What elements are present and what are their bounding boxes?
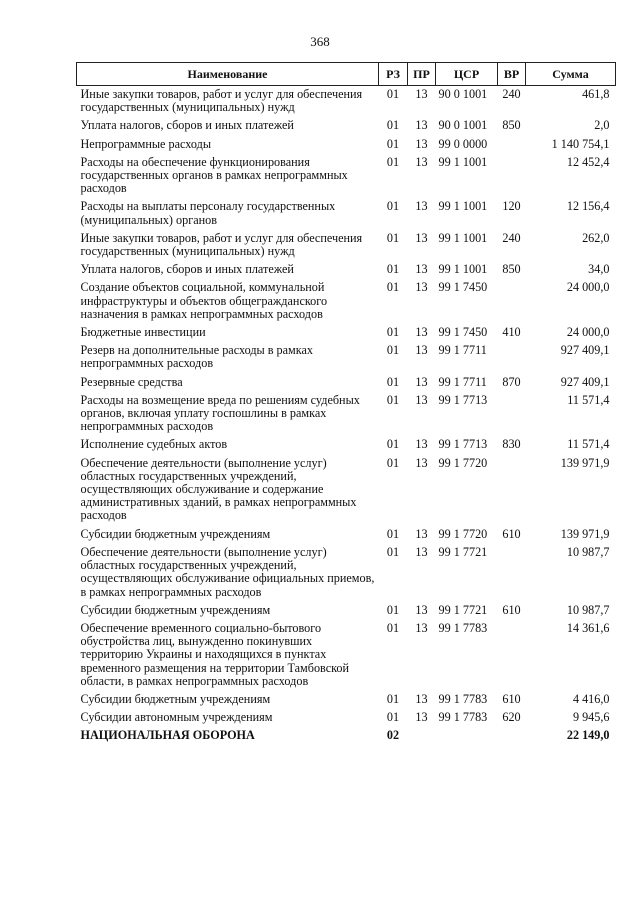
cell-rz: 01 [386,325,400,340]
cell-name: Обеспечение деятельности (выполнение услуг) областных государственных учреждений, осуществляющих обслуживание и содержание административных зданий, в рамках непрограммных расходов [80,455,357,523]
cell-vr: 120 [502,199,521,214]
cell-rz: 01 [386,455,400,470]
cell-csr: 99 1 7720 [438,455,488,470]
cell-pr: 13 [415,620,428,635]
cell-sum: 927 409,1 [560,343,610,358]
cell-vr [498,727,526,745]
cell-vr [498,154,526,199]
cell-csr: 99 1 7783 [438,691,488,706]
cell-pr: 13 [415,325,428,340]
header-csr: ЦСР [436,63,498,86]
cell-vr [498,342,526,373]
cell-csr [436,727,498,745]
table-row [77,544,616,602]
header-vr: ВР [498,63,526,86]
cell-vr: 610 [502,526,521,541]
cell-rz: 01 [386,374,400,389]
cell-rz: 01 [386,343,400,358]
table-row [77,374,616,392]
cell-csr: 99 1 1001 [438,154,488,169]
cell-sum: 24 000,0 [566,280,610,295]
header-pr: ПР [408,63,436,86]
cell-sum: 461,8 [582,87,610,101]
cell-vr: 850 [502,262,521,277]
cell-vr: 240 [502,230,521,245]
header-sum: Сумма [526,63,616,86]
budget-table [76,62,616,746]
cell-pr: 13 [415,602,428,617]
cell-name: Расходы на обеспечение функционирования государственных органов в рамках непрограммных расходов [80,154,348,196]
table-row [77,154,616,199]
table-row [77,526,616,544]
cell-name: Расходы на выплаты персоналу государственных (муниципальных) органов [80,199,336,227]
cell-vr: 240 [502,87,521,101]
cell-pr: 13 [415,691,428,706]
cell-rz: 01 [386,437,400,452]
cell-vr [498,392,526,437]
cell-pr: 13 [415,230,428,245]
cell-name: Уплата налогов, сборов и иных платежей [80,262,294,277]
cell-sum: 22 149,0 [566,728,610,743]
cell-csr: 90 0 1001 [438,87,488,101]
cell-csr: 99 1 1001 [438,199,488,214]
cell-sum: 11 571,4 [567,392,610,407]
cell-vr: 610 [502,691,521,706]
cell-sum: 2,0 [594,118,610,133]
cell-name: Непрограммные расходы [80,136,212,151]
cell-rz: 01 [386,602,400,617]
cell-name: Исполнение судебных актов [80,437,228,452]
table-row [77,602,616,620]
cell-vr [498,279,526,324]
cell-name: Субсидии автономным учреждениям [80,710,273,725]
cell-sum: 14 361,6 [566,620,610,635]
cell-csr: 99 1 7721 [438,602,488,617]
cell-csr: 99 1 7783 [438,620,488,635]
cell-csr: 99 1 7450 [438,280,488,295]
cell-sum: 12 452,4 [566,154,610,169]
cell-csr: 99 1 7713 [438,437,488,452]
cell-pr: 13 [415,437,428,452]
cell-rz: 01 [386,691,400,706]
cell-pr: 13 [415,118,428,133]
cell-pr: 13 [415,544,428,559]
cell-rz: 01 [386,154,400,169]
page-number: 368 [310,34,330,49]
cell-pr [408,727,436,745]
cell-name: Уплата налогов, сборов и иных платежей [80,118,294,133]
table-row [77,279,616,324]
table-row [77,198,616,229]
cell-vr: 850 [502,118,521,133]
cell-csr: 99 1 7711 [438,374,487,389]
cell-name: Субсидии бюджетным учреждениям [80,691,271,706]
cell-rz: 01 [386,280,400,295]
cell-csr: 90 0 1001 [438,118,488,133]
cell-sum: 1 140 754,1 [551,136,610,151]
cell-rz: 01 [386,392,400,407]
cell-name: Субсидии бюджетным учреждениям [80,526,271,541]
cell-csr: 99 1 7450 [438,325,488,340]
table-row [77,727,616,745]
table-row [77,455,616,526]
table-row [77,136,616,154]
cell-sum: 4 416,0 [572,691,610,706]
table-row [77,86,616,118]
cell-name: Резервные средства [80,374,183,389]
cell-vr: 830 [502,437,521,452]
cell-name: Создание объектов социальной, коммунальной инфраструктуры и объектов общегражданского назначения в рамках непрограммных расходов [80,280,328,321]
cell-pr: 13 [415,280,428,295]
cell-vr: 410 [502,325,521,340]
cell-vr [498,455,526,526]
cell-sum: 10 987,7 [566,544,610,559]
cell-vr [498,136,526,154]
cell-name: Расходы на возмещение вреда по решениям судебных органов, включая уплату госпошлины в рамках непрограммных расходов [80,392,360,434]
cell-pr: 13 [415,374,428,389]
cell-csr: 99 1 7713 [438,392,488,407]
cell-name: Иные закупки товаров, работ и услуг для обеспечения государственных (муниципальных) нужд [80,230,363,259]
cell-sum: 139 971,9 [560,526,610,541]
table-row [77,709,616,727]
table-header-row [77,63,616,86]
cell-rz: 01 [386,118,400,133]
cell-pr: 13 [415,343,428,358]
cell-name: Обеспечение временного социально-бытового обустройства лиц, вынужденно покинувших территорию Украины и находящихся в пунктах временного размещения на территории Тамбовской области, в рамках непрограммных расходов [80,620,350,688]
cell-pr: 13 [415,526,428,541]
cell-sum: 11 571,4 [567,437,610,452]
cell-rz: 01 [386,262,400,277]
table-row [77,691,616,709]
cell-rz: 01 [386,710,400,725]
cell-rz: 02 [386,728,400,743]
cell-vr [498,620,526,691]
cell-rz: 01 [386,620,400,635]
cell-sum: 34,0 [588,262,610,277]
cell-vr [498,544,526,602]
cell-pr: 13 [415,262,428,277]
header-name: Наименование [77,63,379,86]
cell-name: Субсидии бюджетным учреждениям [80,602,271,617]
cell-sum: 24 000,0 [566,325,610,340]
header-rz: РЗ [379,63,408,86]
table-row [77,620,616,691]
cell-vr: 610 [502,602,521,617]
cell-sum: 927 409,1 [560,374,610,389]
cell-pr: 13 [415,136,428,151]
cell-pr: 13 [415,199,428,214]
table-row [77,261,616,279]
table-row [77,436,616,454]
cell-csr: 99 1 7783 [438,710,488,725]
table-row [77,342,616,373]
cell-pr: 13 [415,455,428,470]
cell-rz: 01 [386,87,400,101]
cell-rz: 01 [386,544,400,559]
cell-csr: 99 1 1001 [438,230,488,245]
cell-pr: 13 [415,392,428,407]
cell-sum: 262,0 [582,230,610,245]
cell-vr: 620 [502,710,521,725]
cell-csr: 99 1 1001 [438,262,488,277]
table-body [77,86,616,746]
cell-rz: 01 [386,136,400,151]
cell-sum: 9 945,6 [572,710,610,725]
table-row [77,324,616,342]
cell-vr: 870 [502,374,521,389]
cell-name: НАЦИОНАЛЬНАЯ ОБОРОНА [80,728,255,743]
cell-name: Иные закупки товаров, работ и услуг для обеспечения государственных (муниципальных) нужд [80,87,363,115]
cell-csr: 99 1 7720 [438,526,488,541]
cell-name: Резерв на дополнительные расходы в рамках непрограммных расходов [80,343,314,371]
cell-rz: 01 [386,526,400,541]
table-row [77,230,616,261]
cell-name: Бюджетные инвестиции [80,325,206,340]
cell-sum: 10 987,7 [566,602,610,617]
cell-rz: 01 [386,230,400,245]
cell-pr: 13 [415,710,428,725]
cell-csr: 99 1 7721 [438,544,488,559]
cell-sum: 12 156,4 [566,199,610,214]
cell-csr: 99 0 0000 [438,136,488,151]
table-row [77,392,616,437]
cell-pr: 13 [415,87,428,101]
cell-name: Обеспечение деятельности (выполнение услуг) областных государственных учреждений, осуществляющих обслуживание официальных приемов, в рамках непрограммных расходов [80,544,375,599]
cell-sum: 139 971,9 [560,455,610,470]
cell-rz: 01 [386,199,400,214]
table-row [77,117,616,135]
cell-csr: 99 1 7711 [438,343,487,358]
cell-pr: 13 [415,154,428,169]
